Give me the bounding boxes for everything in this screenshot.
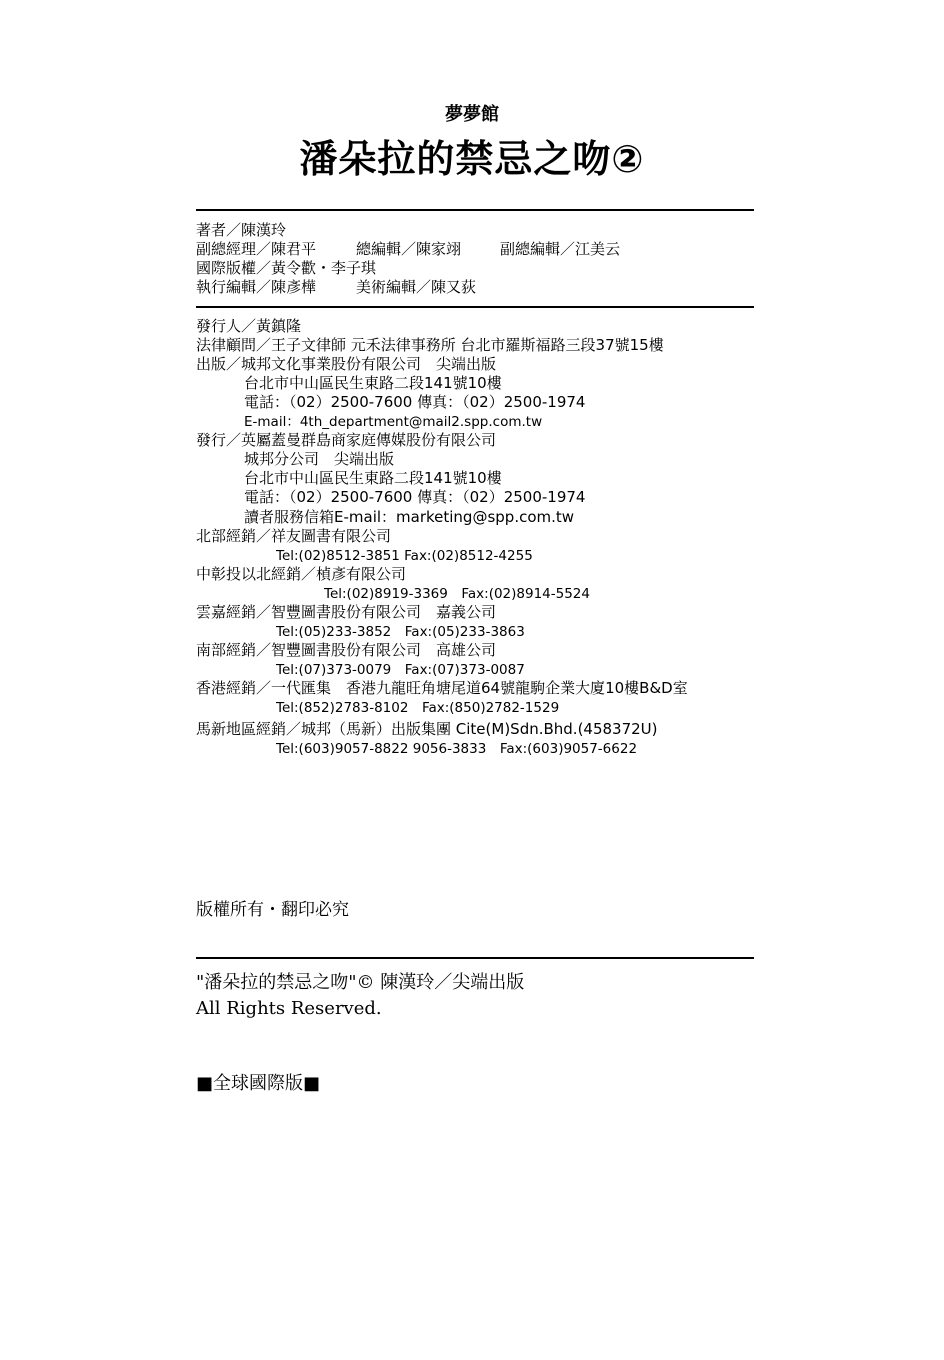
distribution-region: 香港經銷／一代匯集 香港九龍旺角塘尾道64號龍駒企業大廈10樓B&D室 (196, 679, 688, 697)
distribution-contact: Tel:(603)9057-8822 9056-3833 Fax:(603)9057-6622 (276, 741, 638, 757)
press-address: 台北市中山區民生東路二段141號10樓 (244, 374, 502, 392)
branch-address: 台北市中山區民生東路二段141號10樓 (244, 469, 502, 487)
credit-deputy-chief-editor: 副總編輯／江美云 (500, 240, 621, 258)
legal-advisor: 法律顧問／王子文律師 元禾法律事務所 台北市羅斯福路三段37號15樓 (196, 336, 664, 354)
all-rights-reserved: All Rights Reserved. (196, 998, 382, 1019)
credit-art-editor: 美術編輯／陳又荻 (356, 278, 477, 296)
copyright-line: "潘朵拉的禁忌之吻"© 陳漢玲／尖端出版 (196, 972, 525, 993)
book-title: 潘朵拉的禁忌之吻② (299, 137, 645, 181)
divider-top (196, 209, 754, 211)
credit-intl-rights: 國際版權／黃令歡・李子琪 (196, 259, 377, 277)
credit-exec-editor: 執行編輯／陳彥樺 (196, 278, 317, 296)
distribution-contact: Tel:(852)2783-8102 Fax:(850)2782-1529 (276, 700, 560, 716)
press-email: E-mail：4th_department@mail2.spp.com.tw (244, 414, 543, 430)
credit-chief-editor: 總編輯／陳家翊 (356, 240, 462, 258)
distribution-region: 南部經銷／智豐圖書股份有限公司 高雄公司 (196, 641, 497, 659)
divider-middle (196, 306, 754, 308)
distribution-region: 中彰投以北經銷／楨彥有限公司 (196, 565, 407, 583)
distribution-contact: Tel:(02)8512-3851 Fax:(02)8512-4255 (276, 548, 533, 564)
credit-author: 著者／陳漢玲 (196, 221, 287, 239)
branch-phone: 電話：（02）2500-7600 傳真：（02）2500-1974 (244, 488, 586, 506)
rights-notice: 版權所有・翻印必究 (196, 900, 349, 920)
branch: 城邦分公司 尖端出版 (244, 450, 395, 468)
credit-deputy-gm: 副總經理／陳君平 (196, 240, 317, 258)
divider-bottom (196, 957, 754, 959)
distributor: 發行／英屬蓋曼群島商家庭傳媒股份有限公司 (196, 431, 497, 449)
distribution-contact: Tel:(02)8919-3369 Fax:(02)8914-5524 (324, 586, 590, 602)
edition-label: ■全球國際版■ (196, 1073, 321, 1094)
distribution-contact: Tel:(07)373-0079 Fax:(07)373-0087 (276, 662, 525, 678)
series-name: 夢夢館 (445, 104, 499, 125)
distribution-region: 雲嘉經銷／智豐圖書股份有限公司 嘉義公司 (196, 603, 497, 621)
press-phone: 電話：（02）2500-7600 傳真：（02）2500-1974 (244, 393, 586, 411)
distribution-region: 馬新地區經銷／城邦（馬新）出版集團 Cite(M)Sdn.Bhd.(458372U) (196, 720, 658, 738)
publisher: 發行人／黃鎮隆 (196, 317, 302, 335)
reader-email: 讀者服務信箱E-mail：marketing@spp.com.tw (244, 508, 575, 526)
distribution-region: 北部經銷／祥友圖書有限公司 (196, 527, 392, 545)
distribution-contact: Tel:(05)233-3852 Fax:(05)233-3863 (276, 624, 525, 640)
press: 出版／城邦文化事業股份有限公司 尖端出版 (196, 355, 497, 373)
